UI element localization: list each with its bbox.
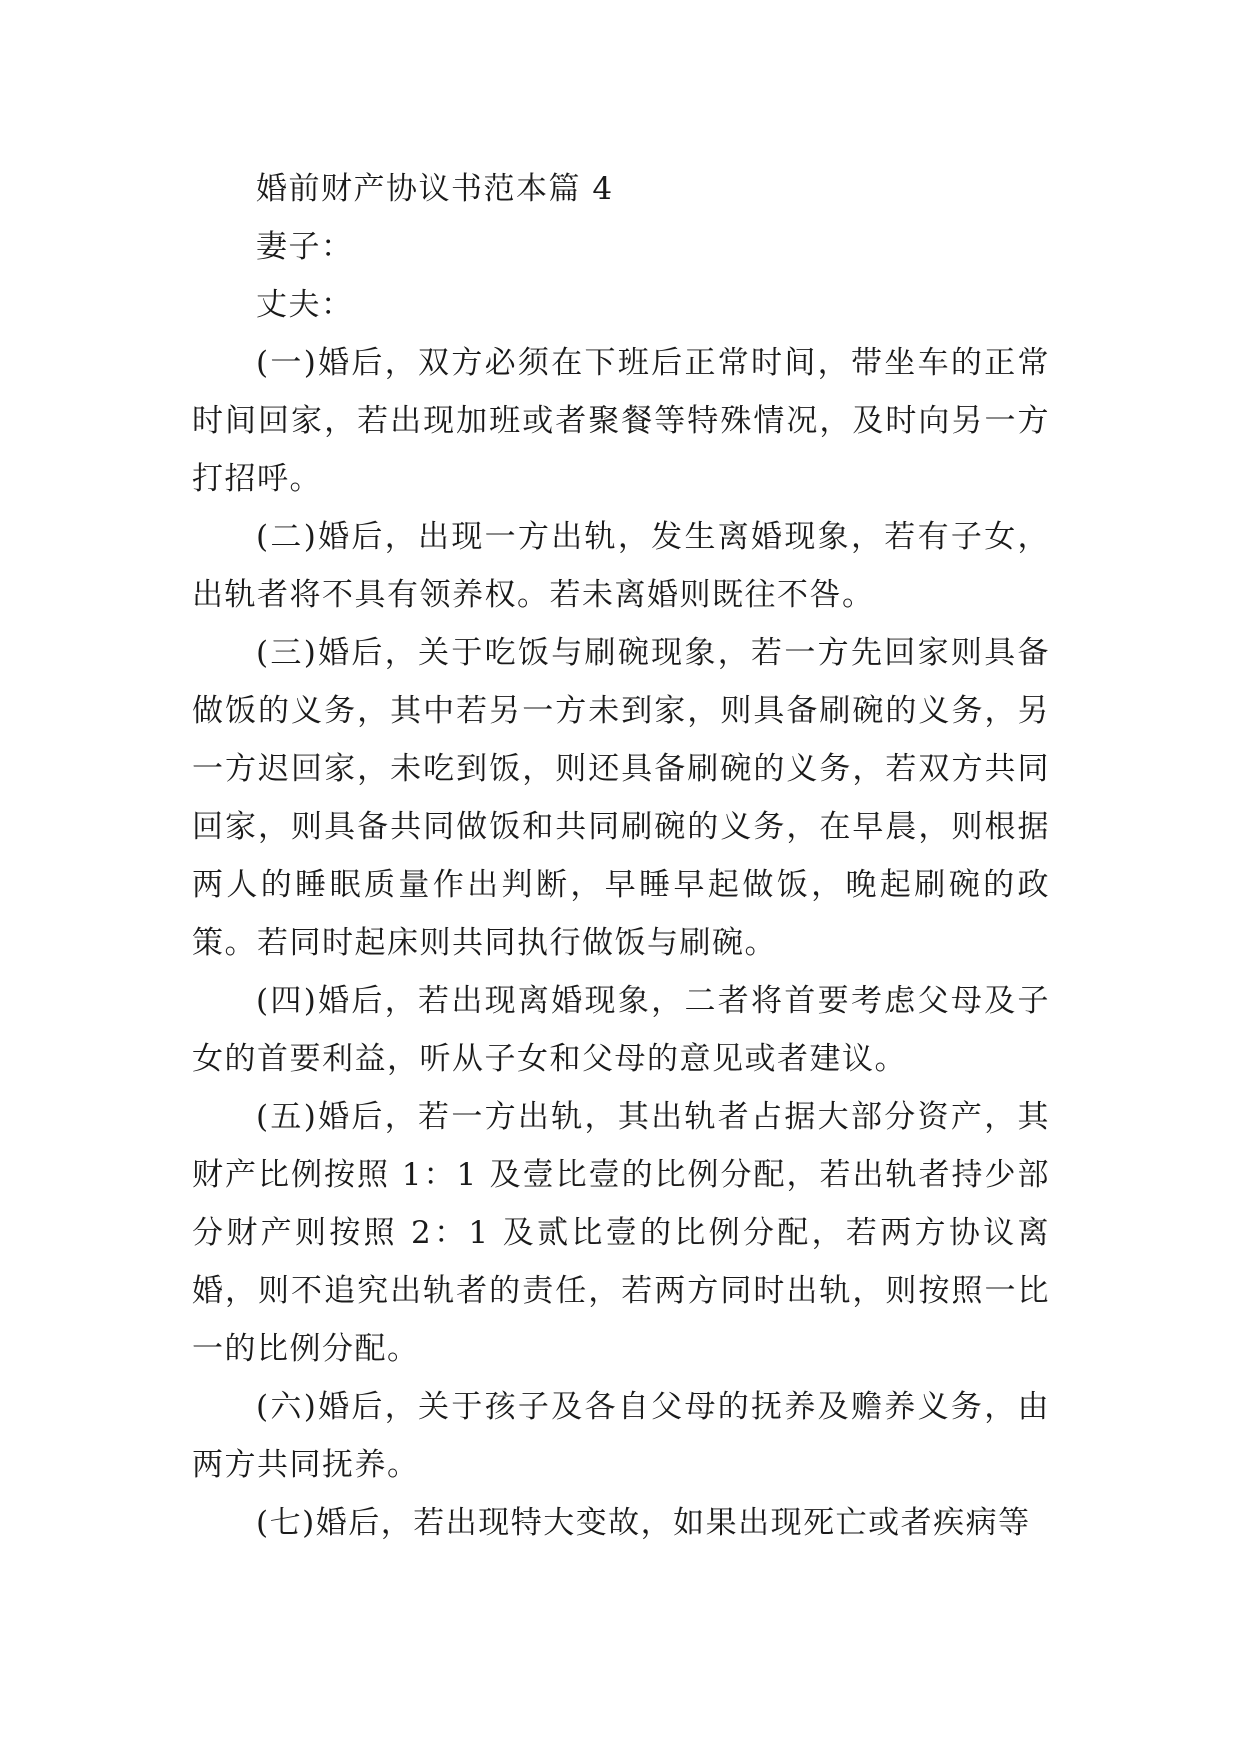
clause-6: (六)婚后，关于孩子及各自父母的抚养及赡养义务，由两方共同抚养。	[192, 1389, 1050, 1483]
clause-1: (一)婚后，双方必须在下班后正常时间，带坐车的正常时间回家，若出现加班或者聚餐等特殊情况，及时向另一方打招呼。	[192, 345, 1050, 497]
clause-4: (四)婚后，若出现离婚现象，二者将首要考虑父母及子女的首要利益，听从子女和父母的意见或者建议。	[192, 983, 1050, 1077]
wife-label: 妻子：	[256, 229, 354, 265]
clause-3: (三)婚后，关于吃饭与刷碗现象，若一方先回家则具备做饭的义务，其中若另一方未到家，则具备刷碗的义务，另一方迟回家，未吃到饭，则还具备刷碗的义务，若双方共同回家，则具备共同做饭和共同刷碗的义务，在早晨，则根据两人的睡眠质量作出判断，早睡早起做饭，晚起刷碗的政策。若同时起床则共同执行做饭与刷碗。	[192, 635, 1050, 961]
document-title: 婚前财产协议书范本篇 4	[256, 171, 614, 207]
clause-5: (五)婚后，若一方出轨，其出轨者占据大部分资产，其财产比例按照 1：1 及壹比壹的比例分配，若出轨者持少部分财产则按照 2：1 及贰比壹的比例分配，若两方协议离婚，则不追究出轨者的责任，若两方同时出轨，则按照一比一的比例分配。	[192, 1099, 1050, 1367]
clause-7: (七)婚后，若出现特大变故，如果出现死亡或者疾病等	[256, 1505, 1031, 1541]
husband-label: 丈夫：	[256, 287, 354, 323]
clause-2: (二)婚后，出现一方出轨，发生离婚现象，若有子女，出轨者将不具有领养权。若未离婚则既往不咎。	[192, 519, 1050, 613]
document-body	[192, 160, 1050, 1552]
